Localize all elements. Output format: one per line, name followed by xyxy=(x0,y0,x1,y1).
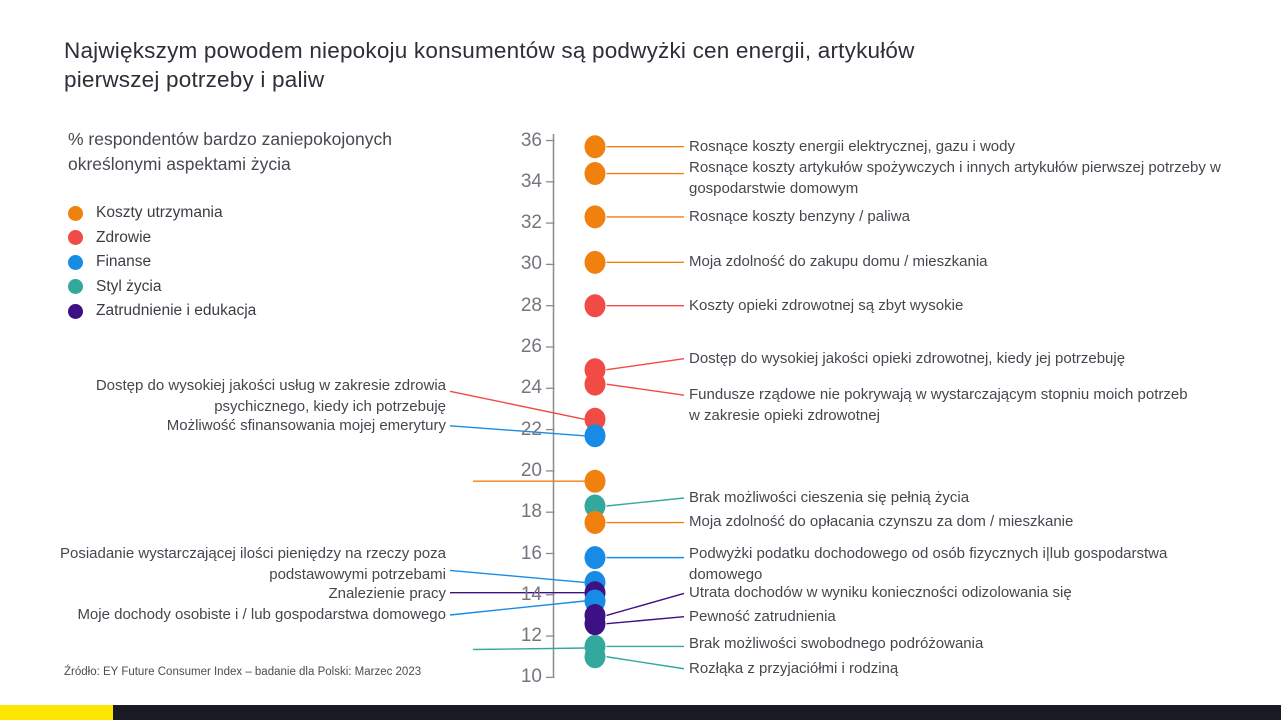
point-label: Fundusze rządowe nie pokrywają w wystarczającym stopniu moich potrzeb w zakresie opieki zdrowotnej xyxy=(689,386,1188,425)
y-axis-tick-label: 30 xyxy=(520,253,542,275)
point-label: Pewność zatrudnienia xyxy=(689,607,836,625)
data-point xyxy=(585,612,606,635)
y-axis-tick-label: 20 xyxy=(520,459,542,481)
y-axis-tick-label: 36 xyxy=(520,129,542,151)
point-label: Możliwość sfinansowania mojej emerytury xyxy=(166,416,446,434)
point-label: Rozłąka z przyjaciółmi i rodziną xyxy=(689,659,899,677)
point-label: Moja zdolność do opłacania czynszu za dom / mieszkanie xyxy=(689,512,1074,530)
y-axis-tick-label: 12 xyxy=(520,625,542,647)
point-label: Rosnące koszty artykułów spożywczych i innych artykułów pierwszej potrzeby w gospodarstwie domowym xyxy=(689,158,1221,197)
point-label: Znalezienie pracy xyxy=(328,584,446,602)
data-point xyxy=(585,645,606,668)
point-label: Brak możliwości cieszenia się pełnią życia xyxy=(689,489,970,506)
point-label: Koszty opieki zdrowotnej są zbyt wysokie xyxy=(689,296,964,314)
data-point xyxy=(585,373,606,396)
y-axis-tick-label: 26 xyxy=(520,336,542,357)
chart-subtitle: % respondentów bardzo zaniepokojonych określonymi aspektami życia xyxy=(68,129,392,175)
leader-line xyxy=(607,498,685,506)
footer-yellow-block xyxy=(0,705,113,720)
data-point xyxy=(585,205,606,228)
point-label: Podwyżki podatku dochodowego od osób fizycznych i|lub gospodarstwa domowego xyxy=(689,544,1168,583)
data-point xyxy=(585,424,606,447)
leader-line xyxy=(607,617,685,624)
data-point xyxy=(585,546,606,569)
y-axis-tick-label: 34 xyxy=(520,170,542,192)
page-title: Największym powodem niepokoju konsumentów są podwyżki cen energii, artykułów pierwszej potrzeby i paliw xyxy=(64,38,915,92)
data-point xyxy=(585,511,606,534)
point-label: Posiadanie wystarczającej ilości pieniędzy na rzeczy poza podstawowymi potrzebami xyxy=(59,545,446,584)
leader-line xyxy=(607,384,685,395)
leader-line xyxy=(607,593,685,615)
y-axis-tick-label: 16 xyxy=(520,542,542,564)
point-label: Rosnące koszty energii elektrycznej, gazu i wody xyxy=(689,137,1015,155)
data-point xyxy=(585,135,606,158)
footer-brand-bar xyxy=(0,705,1281,720)
data-point xyxy=(585,470,606,493)
point-label: Moja zdolność do zakupu domu / mieszkania xyxy=(689,253,988,271)
leader-line xyxy=(607,359,685,370)
legend-item-label: Zdrowie xyxy=(96,228,152,246)
point-label: Rosnące koszty benzyny / paliwa xyxy=(689,207,910,225)
legend-item-label: Koszty utrzymania xyxy=(96,204,223,222)
y-axis-tick-label: 28 xyxy=(520,294,542,316)
point-label: Moje dochody osobiste i / lub gospodarstwa domowego xyxy=(77,605,446,623)
legend-item-label: Styl życia xyxy=(96,277,162,295)
y-axis-tick-label: 32 xyxy=(520,212,542,234)
point-label: Utrata dochodów w wyniku konieczności odizolowania się xyxy=(689,584,1072,602)
y-axis-tick-label: 24 xyxy=(520,377,542,399)
y-axis-tick-label: 18 xyxy=(520,501,542,523)
legend-item-label: Zatrudnienie i edukacja xyxy=(96,302,257,320)
point-label: Dostęp do wysokiej jakości opieki zdrowotnej, kiedy jej potrzebuję xyxy=(689,349,1126,367)
point-label: Dostęp do wysokiej jakości usług w zakresie zdrowia psychicznego, kiedy ich potrzebuję xyxy=(95,377,446,416)
data-point xyxy=(585,251,606,274)
y-axis-tick-label: 10 xyxy=(520,666,542,688)
data-point xyxy=(585,294,606,317)
leader-line xyxy=(473,648,586,650)
y-axis-tick-label: 22 xyxy=(520,418,542,440)
source-note: Źródło: EY Future Consumer Index – badanie dla Polski: Marzec 2023 xyxy=(64,666,422,678)
data-point xyxy=(585,162,606,185)
legend-item-label: Finanse xyxy=(96,253,152,271)
leader-line xyxy=(450,570,585,582)
point-label: Brak możliwości swobodnego podróżowania xyxy=(689,635,984,653)
y-axis-tick-label: 14 xyxy=(520,583,542,605)
leader-line xyxy=(607,657,685,669)
